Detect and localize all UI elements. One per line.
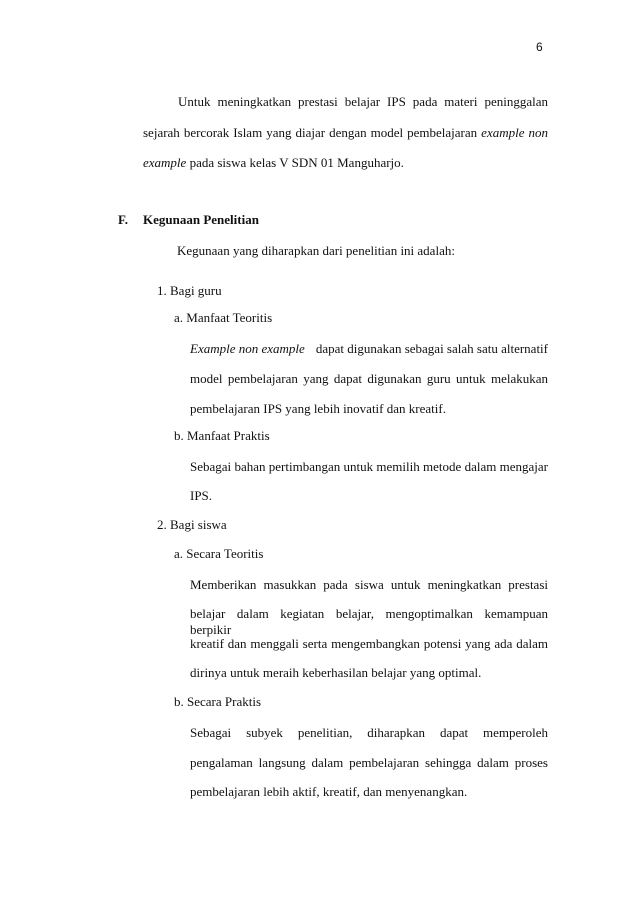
intro-line-2-italic: example non <box>481 125 548 140</box>
siswa-teoritis-line-4: dirinya untuk meraih keberhasilan belajar yang optimal. <box>190 665 482 680</box>
siswa-praktis-heading: b. Secara Praktis <box>174 694 262 709</box>
guru-heading: 1. Bagi guru <box>157 283 222 298</box>
section-title: Kegunaan Penelitian <box>143 212 259 227</box>
siswa-praktis-line-2: pengalaman langsung dalam pembelajaran sehingga dalam proses <box>190 755 548 770</box>
guru-praktis-line-1: Sebagai bahan pertimbangan untuk memilih metode dalam mengajar <box>190 459 548 474</box>
guru-teoritis-line-2: model pembelajaran yang dapat digunakan guru untuk melakukan <box>190 371 548 386</box>
intro-line-3-italic: example <box>143 155 187 170</box>
guru-teoritis-line-3: pembelajaran IPS yang lebih inovatif dan kreatif. <box>190 401 446 416</box>
guru-praktis-line-2: IPS. <box>190 488 213 503</box>
siswa-teoritis-heading: a. Secara Teoritis <box>174 546 264 561</box>
guru-teoritis-line-1 <box>190 341 548 357</box>
guru-teoritis-line-1-text: dapat digunakan sebagai salah satu alternatif <box>315 341 548 356</box>
siswa-teoritis-line-2: belajar dalam kegiatan belajar, mengoptimalkan kemampuan berpikir <box>190 606 548 637</box>
guru-praktis-heading: b. Manfaat Praktis <box>174 428 270 443</box>
siswa-teoritis-line-1: Memberikan masukkan pada siswa untuk meningkatkan prestasi <box>190 577 548 592</box>
page-number: 6 <box>536 40 543 54</box>
intro-line-1: Untuk meningkatkan prestasi belajar IPS pada materi peninggalan <box>178 94 548 109</box>
intro-line-3-text: pada siswa kelas V SDN 01 Manguharjo. <box>186 155 404 170</box>
section-intro: Kegunaan yang diharapkan dari penelitian ini adalah: <box>177 243 455 258</box>
siswa-praktis-line-1: Sebagai subyek penelitian, diharapkan dapat memperoleh <box>190 725 548 740</box>
siswa-praktis-line-3: pembelajaran lebih aktif, kreatif, dan menyenangkan. <box>190 784 468 799</box>
intro-line-2-text: sejarah bercorak Islam yang diajar dengan model pembelajaran <box>143 125 482 140</box>
intro-line-3 <box>143 155 404 171</box>
guru-teoritis-heading: a. Manfaat Teoritis <box>174 310 273 325</box>
intro-line-2 <box>143 125 548 141</box>
section-letter: F. <box>118 212 128 227</box>
guru-teoritis-line-1-italic: Example non example <box>190 341 305 356</box>
siswa-heading: 2. Bagi siswa <box>157 517 227 532</box>
siswa-teoritis-line-3: kreatif dan menggali serta mengembangkan potensi yang ada dalam <box>190 636 548 651</box>
